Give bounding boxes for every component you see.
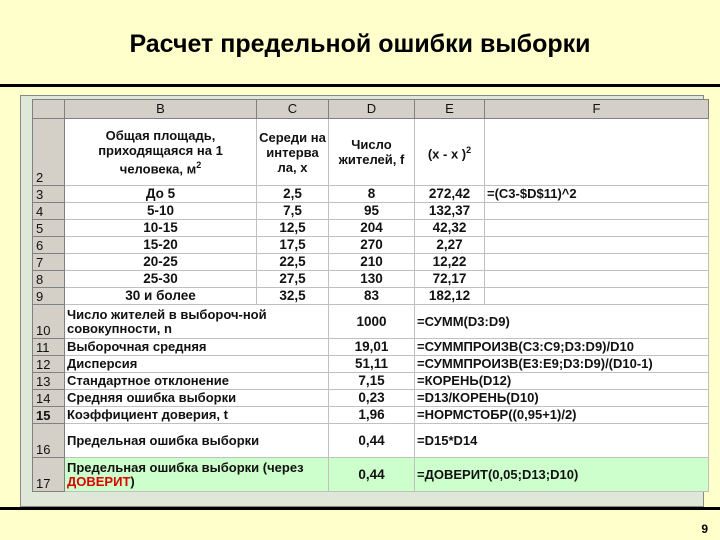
title-divider xyxy=(0,84,720,87)
header-deviation-cell[interactable] xyxy=(415,119,485,186)
stat-row xyxy=(33,458,709,492)
formula-cell[interactable] xyxy=(485,254,709,271)
interval-cell[interactable]: 15-20 xyxy=(65,237,257,254)
data-row xyxy=(33,254,709,271)
column-header-c[interactable]: C xyxy=(257,100,329,119)
label-function-name: ДОВЕРИТ xyxy=(67,473,131,489)
stat-label-cell[interactable]: Дисперсия xyxy=(65,356,329,373)
residents-cell[interactable]: 204 xyxy=(329,220,415,237)
row-header[interactable]: 14 xyxy=(33,390,65,407)
midpoint-cell[interactable]: 32,5 xyxy=(257,288,329,305)
stat-value-cell[interactable]: 1000 xyxy=(329,305,415,339)
midpoint-cell[interactable]: 17,5 xyxy=(257,237,329,254)
stat-formula-cell[interactable]: =D13/КОРЕНЬ(D10) xyxy=(415,390,709,407)
stat-row xyxy=(33,390,709,407)
stat-label-cell[interactable]: Стандартное отклонение xyxy=(65,373,329,390)
header-row xyxy=(33,119,709,186)
residents-cell[interactable]: 95 xyxy=(329,203,415,220)
stat-row xyxy=(33,305,709,339)
row-header[interactable]: 4 xyxy=(33,203,65,220)
stat-row xyxy=(33,407,709,424)
formula-cell[interactable] xyxy=(485,271,709,288)
column-header-d[interactable]: D xyxy=(329,100,415,119)
deviation-cell[interactable]: 2,27 xyxy=(415,237,485,254)
header-midpoint-cell[interactable]: Середи на интерва ла, x xyxy=(257,119,329,186)
stat-value-cell[interactable]: 0,23 xyxy=(329,390,415,407)
midpoint-cell[interactable]: 12,5 xyxy=(257,220,329,237)
column-header-f[interactable]: F xyxy=(485,100,709,119)
row-header[interactable]: 6 xyxy=(33,237,65,254)
header-residents-cell[interactable]: Число жителей, f xyxy=(329,119,415,186)
interval-cell[interactable]: До 5 xyxy=(65,186,257,203)
stat-value-cell[interactable]: 0,44 xyxy=(329,458,415,492)
interval-cell[interactable]: 20-25 xyxy=(65,254,257,271)
midpoint-cell[interactable]: 7,5 xyxy=(257,203,329,220)
stat-formula-cell[interactable]: =КОРЕНЬ(D12) xyxy=(415,373,709,390)
stat-value-cell[interactable]: 1,96 xyxy=(329,407,415,424)
row-header[interactable]: 7 xyxy=(33,254,65,271)
stat-value-cell[interactable]: 7,15 xyxy=(329,373,415,390)
stat-value-cell[interactable]: 51,11 xyxy=(329,356,415,373)
stat-label-cell[interactable]: Число жителей в выбороч-ной совокупности, n xyxy=(65,305,329,339)
formula-cell[interactable]: =(C3-$D$11)^2 xyxy=(485,186,709,203)
stat-formula-cell[interactable]: =СУММПРОИЗВ(E3:E9;D3:D9)/(D10-1) xyxy=(415,356,709,373)
stat-value-cell[interactable]: 19,01 xyxy=(329,339,415,356)
row-header[interactable]: 5 xyxy=(33,220,65,237)
column-header-b[interactable]: B xyxy=(65,100,257,119)
header-deviation-sup: 2 xyxy=(466,144,472,155)
residents-cell[interactable]: 130 xyxy=(329,271,415,288)
row-header[interactable]: 10 xyxy=(33,305,65,339)
header-area-cell[interactable] xyxy=(65,119,257,186)
label-suffix: ) xyxy=(130,473,135,489)
row-header[interactable]: 8 xyxy=(33,271,65,288)
row-header[interactable]: 17 xyxy=(33,458,65,492)
column-header-row xyxy=(33,100,709,119)
stat-row xyxy=(33,424,709,458)
data-row xyxy=(33,271,709,288)
interval-cell[interactable]: 5-10 xyxy=(65,203,257,220)
row-header[interactable]: 3 xyxy=(33,186,65,203)
deviation-cell[interactable]: 72,17 xyxy=(415,271,485,288)
stat-formula-cell[interactable]: =D15*D14 xyxy=(415,424,709,458)
stat-formula-cell[interactable]: =СУММПРОИЗВ(C3:C9;D3:D9)/D10 xyxy=(415,339,709,356)
stat-label-cell[interactable]: Предельная ошибка выборки xyxy=(65,424,329,458)
data-row xyxy=(33,186,709,203)
stat-label-cell[interactable] xyxy=(65,458,329,492)
row-header[interactable]: 12 xyxy=(33,356,65,373)
formula-cell[interactable] xyxy=(485,288,709,305)
page-number: 9 xyxy=(701,522,708,536)
midpoint-cell[interactable]: 2,5 xyxy=(257,186,329,203)
formula-cell[interactable] xyxy=(485,203,709,220)
formula-cell[interactable] xyxy=(485,237,709,254)
row-header[interactable]: 15 xyxy=(33,407,65,424)
interval-cell[interactable]: 30 и более xyxy=(65,288,257,305)
row-header[interactable]: 16 xyxy=(33,424,65,458)
active-formula-cell[interactable]: =НОРМСТОБР((0,95+1)/2) xyxy=(415,407,709,424)
slide-title: Расчет предельной ошибки выборки xyxy=(129,30,591,58)
row-header[interactable]: 2 xyxy=(33,119,65,186)
deviation-cell[interactable]: 42,32 xyxy=(415,220,485,237)
header-area-text: Общая площадь, приходящаяся на 1 человека, м xyxy=(98,127,223,177)
deviation-cell[interactable]: 182,12 xyxy=(415,288,485,305)
midpoint-cell[interactable]: 27,5 xyxy=(257,271,329,288)
header-f-cell[interactable] xyxy=(485,119,709,186)
row-header[interactable]: 11 xyxy=(33,339,65,356)
column-header-e[interactable]: E xyxy=(415,100,485,119)
deviation-cell[interactable]: 12,22 xyxy=(415,254,485,271)
stat-row xyxy=(33,373,709,390)
footer-divider xyxy=(0,507,720,510)
deviation-cell[interactable]: 272,42 xyxy=(415,186,485,203)
header-deviation-text: (x - x ) xyxy=(427,146,467,162)
residents-cell[interactable]: 8 xyxy=(329,186,415,203)
data-row xyxy=(33,288,709,305)
data-row xyxy=(33,220,709,237)
stat-value-cell[interactable]: 0,44 xyxy=(329,424,415,458)
row-header[interactable]: 9 xyxy=(33,288,65,305)
interval-cell[interactable]: 25-30 xyxy=(65,271,257,288)
residents-cell[interactable]: 83 xyxy=(329,288,415,305)
stat-label-cell[interactable]: Выборочная средняя xyxy=(65,339,329,356)
stat-label-cell[interactable]: Коэффициент доверия, t xyxy=(65,407,329,424)
stat-formula-cell[interactable]: =ДОВЕРИТ(0,05;D13;D10) xyxy=(415,458,709,492)
corner-cell[interactable] xyxy=(33,100,65,119)
residents-cell[interactable]: 210 xyxy=(329,254,415,271)
label-prefix: Предельная ошибка выборки (через xyxy=(67,459,304,475)
spreadsheet-grid xyxy=(32,99,709,492)
formula-cell[interactable] xyxy=(485,220,709,237)
stat-label-cell[interactable]: Средняя ошибка выборки xyxy=(65,390,329,407)
residents-cell[interactable]: 270 xyxy=(329,237,415,254)
deviation-cell[interactable]: 132,37 xyxy=(415,203,485,220)
data-row xyxy=(33,203,709,220)
midpoint-cell[interactable]: 22,5 xyxy=(257,254,329,271)
header-area-sup: 2 xyxy=(196,159,202,170)
data-row xyxy=(33,237,709,254)
stat-row xyxy=(33,356,709,373)
interval-cell[interactable]: 10-15 xyxy=(65,220,257,237)
stat-formula-cell[interactable]: =СУММ(D3:D9) xyxy=(415,305,709,339)
row-header[interactable]: 13 xyxy=(33,373,65,390)
stat-row xyxy=(33,339,709,356)
